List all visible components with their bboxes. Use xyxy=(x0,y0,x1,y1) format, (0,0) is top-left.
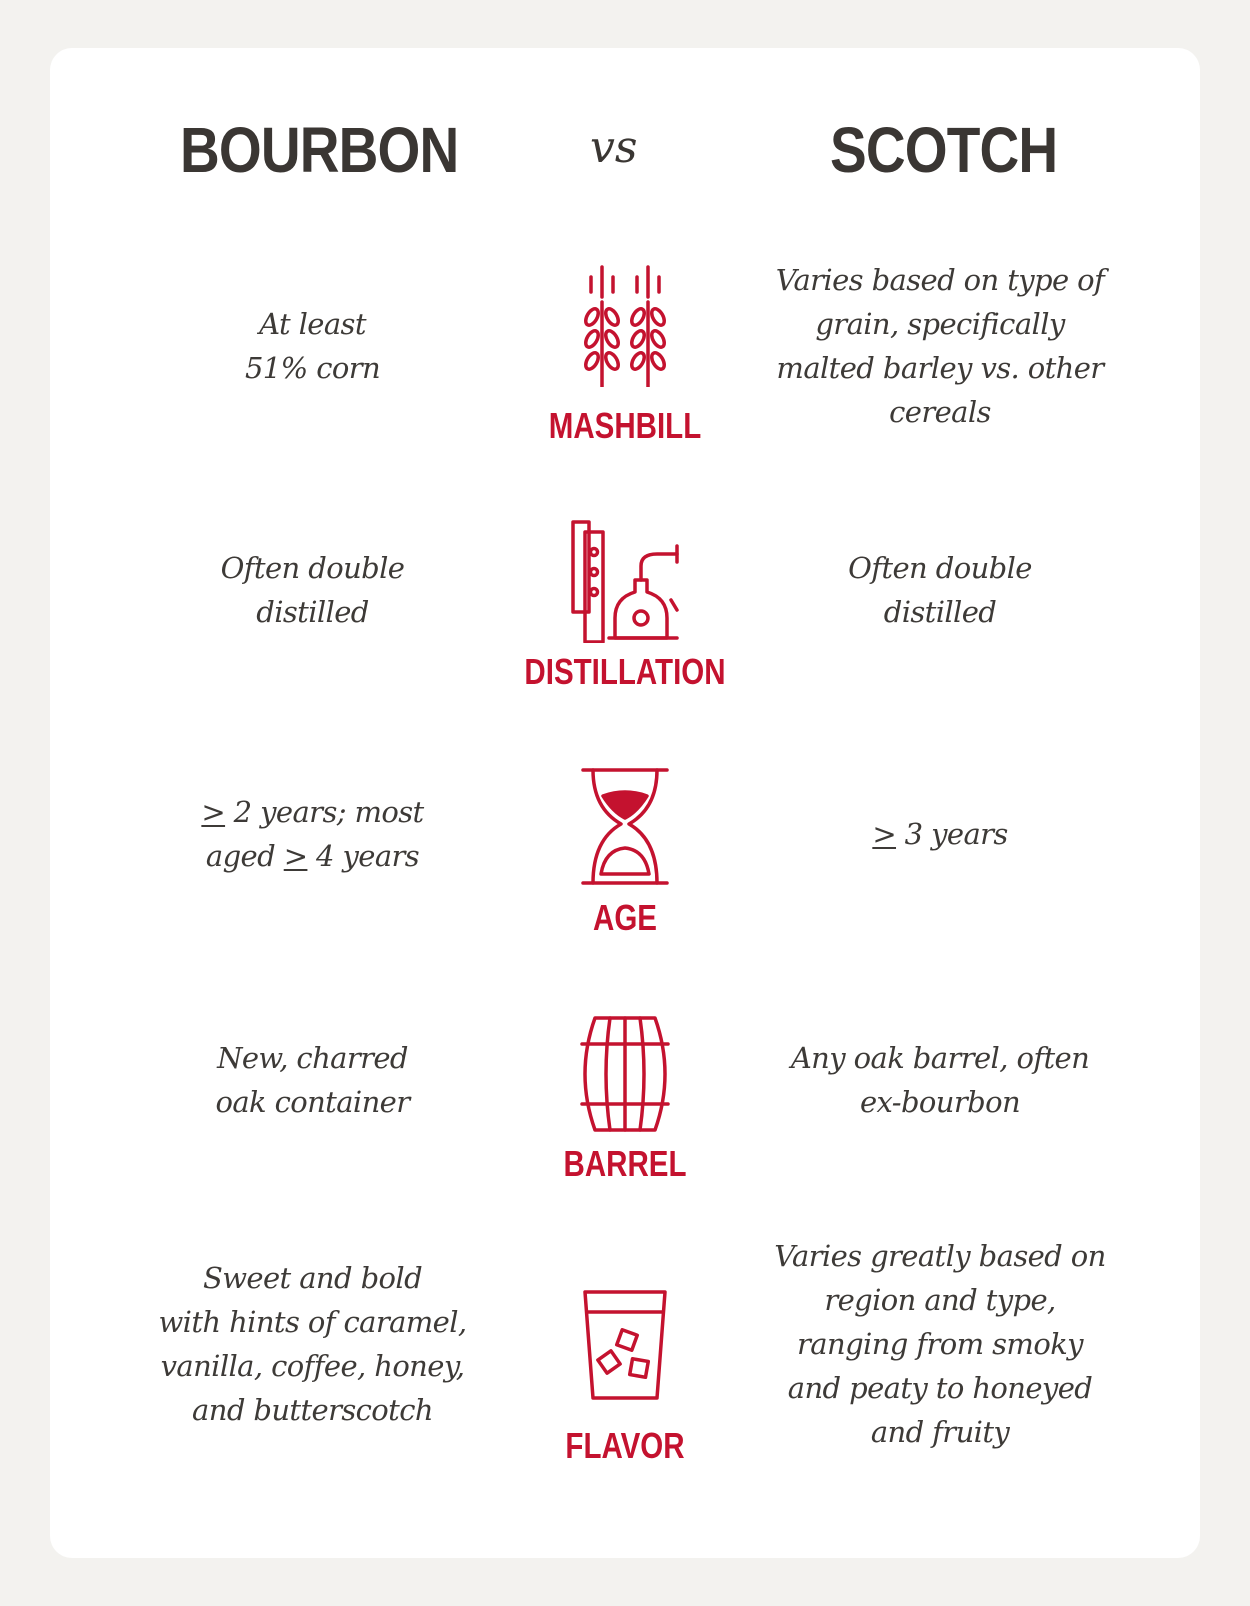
scotch-barrel: Any oak barrel, often ex-bourbon xyxy=(790,1041,1090,1119)
flavor-label: FLAVOR xyxy=(565,1425,685,1466)
scotch-mashbill: Varies based on type of grain, specifically malted barley vs. other cereals xyxy=(775,263,1105,429)
distillation-label: DISTILLATION xyxy=(524,651,726,692)
hourglass-icon xyxy=(525,764,725,894)
vs-label: vs xyxy=(590,122,638,173)
bourbon-age: > 2 years; most aged > 4 years xyxy=(201,795,424,873)
scotch-flavor: Varies greatly based on region and type, ranging from smoky and peaty to honeyed and fruity xyxy=(774,1239,1106,1449)
ge-symbol: > xyxy=(283,839,308,873)
scotch-distillation: Often double distilled xyxy=(848,551,1032,629)
mashbill-label: MASHBILL xyxy=(548,405,702,446)
bourbon-distillation: Often double distilled xyxy=(220,551,405,629)
scotch-age: > 3 years xyxy=(872,817,1008,851)
ge-symbol: > xyxy=(872,817,897,851)
bourbon-flavor: Sweet and bold with hints of caramel, vanilla, coffee, honey, and butterscotch xyxy=(158,1261,467,1427)
wheat-icon xyxy=(525,262,725,392)
barrel-icon xyxy=(525,1012,725,1142)
glass-with-ice-icon xyxy=(525,1288,725,1418)
bourbon-barrel: New, charred oak container xyxy=(215,1041,410,1119)
scotch-heading: SCOTCH xyxy=(830,114,1058,186)
still-icon xyxy=(525,518,725,648)
ge-symbol: > xyxy=(201,795,226,829)
age-label: AGE xyxy=(593,897,657,938)
bourbon-mashbill: At least 51% corn xyxy=(244,307,381,385)
bourbon-heading: BOURBON xyxy=(180,114,459,186)
barrel-label: BARREL xyxy=(563,1143,687,1184)
